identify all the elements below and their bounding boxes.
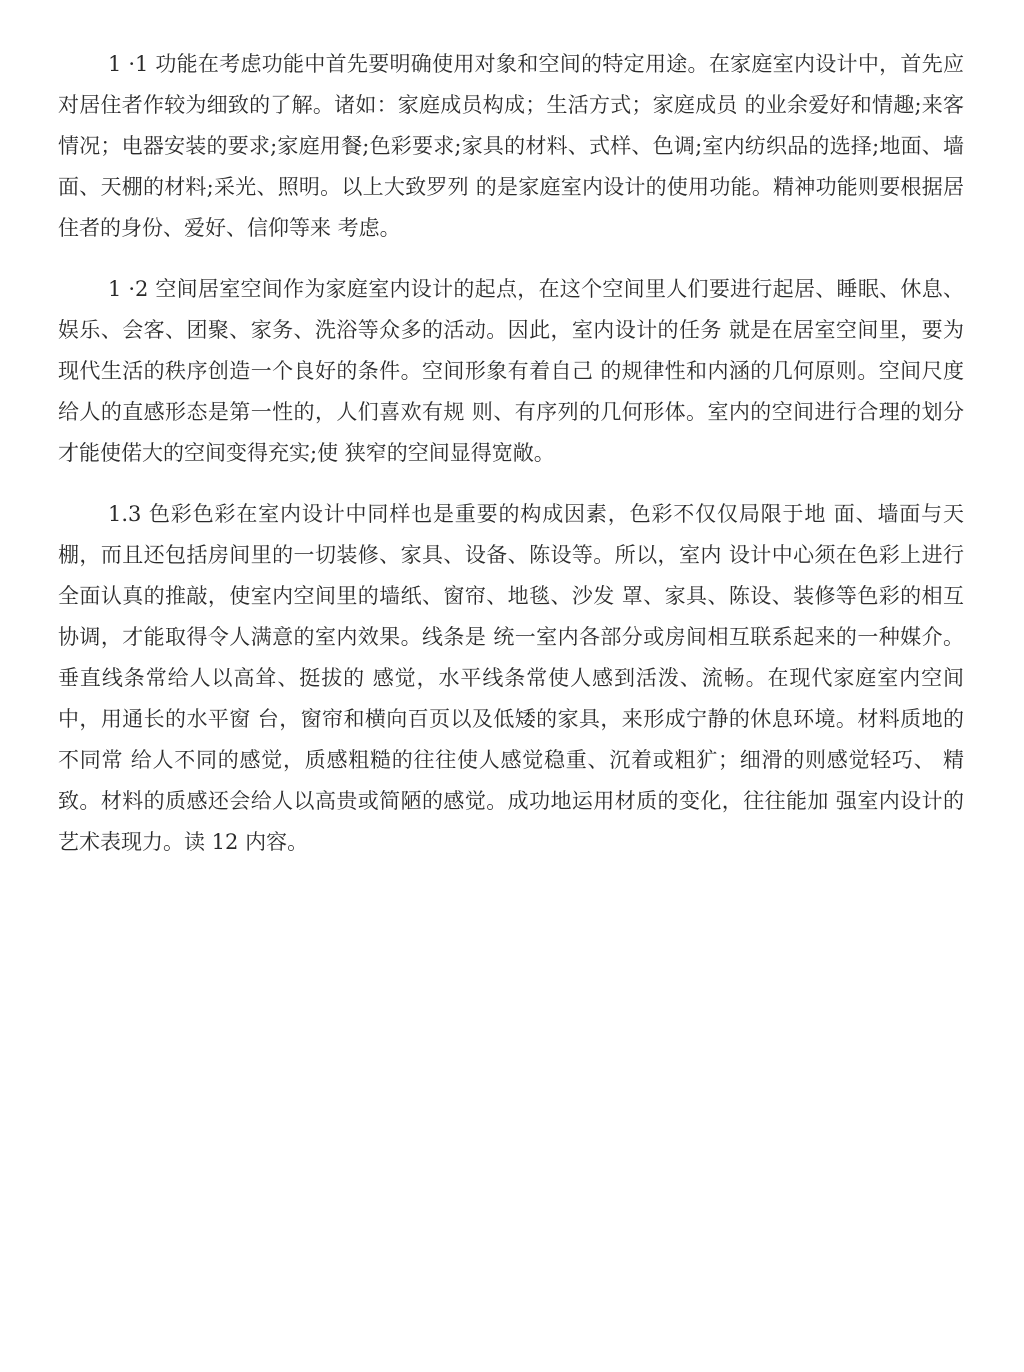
paragraph-color: 1.3 色彩色彩在室内设计中同样也是重要的构成因素，色彩不仅仅局限于地 面、墙面与天棚，而且还包括房间里的一切装修、家具、设备、陈设等。所以，室内 设计中心须在色彩上进行全面认真的推敲，使室内空间里的墙纸、窗帘、地毯、沙发 罩、家具、陈设、装修等色彩的相互协调，才能取得令人满意的室内效果。线条是 统一室内各部分或房间相互联系起来的一种媒介。垂直线条常给人以高耸、挺拔的 感觉，水平线条常使人感到活泼、流畅。在现代家庭室内空间中，用通长的水平窗 台，窗帘和横向百页以及低矮的家具，来形成宁静的休息环境。材料质地的不同常 给人不同的感觉，质感粗糙的往往使人感觉稳重、沉着或粗犷；细滑的则感觉轻巧、 精致。材料的质感还会给人以高贵或简陋的感觉。成功地运用材质的变化，往往能加 强室内设计的艺术表现力。读 12 内容。 [58, 502, 964, 854]
paragraph-space: 1 ·2 空间居室空间作为家庭室内设计的起点，在这个空间里人们要进行起居、睡眠、休息、娱乐、会客、团聚、家务、洗浴等众多的活动。因此，室内设计的任务 就是在居室空间里，要为现代生活的秩序创造一个良好的条件。空间形象有着自己 的规律性和内涵的几何原则。空间尺度给人的直感形态是第一性的，人们喜欢有规 则、有序列的几何形体。室内的空间进行合理的划分才能使偌大的空间变得充实;使 狭窄的空间显得宽敞。 [58, 277, 964, 465]
paragraph-function: 1 ·1 功能在考虑功能中首先要明确使用对象和空间的特定用途。在家庭室内设计中，首先应对居住者作较为细致的了解。诸如：家庭成员构成；生活方式；家庭成员 的业余爱好和情趣;来客情况；电器安装的要求;家庭用餐;色彩要求;家具的材料、式样、色调;室内纺织品的选择;地面、墙面、天棚的材料;采光、照明。以上大致罗列 的是家庭室内设计的使用功能。精神功能则要根据居住者的身份、爱好、信仰等来 考虑。 [58, 52, 964, 240]
document-body [58, 44, 964, 883]
